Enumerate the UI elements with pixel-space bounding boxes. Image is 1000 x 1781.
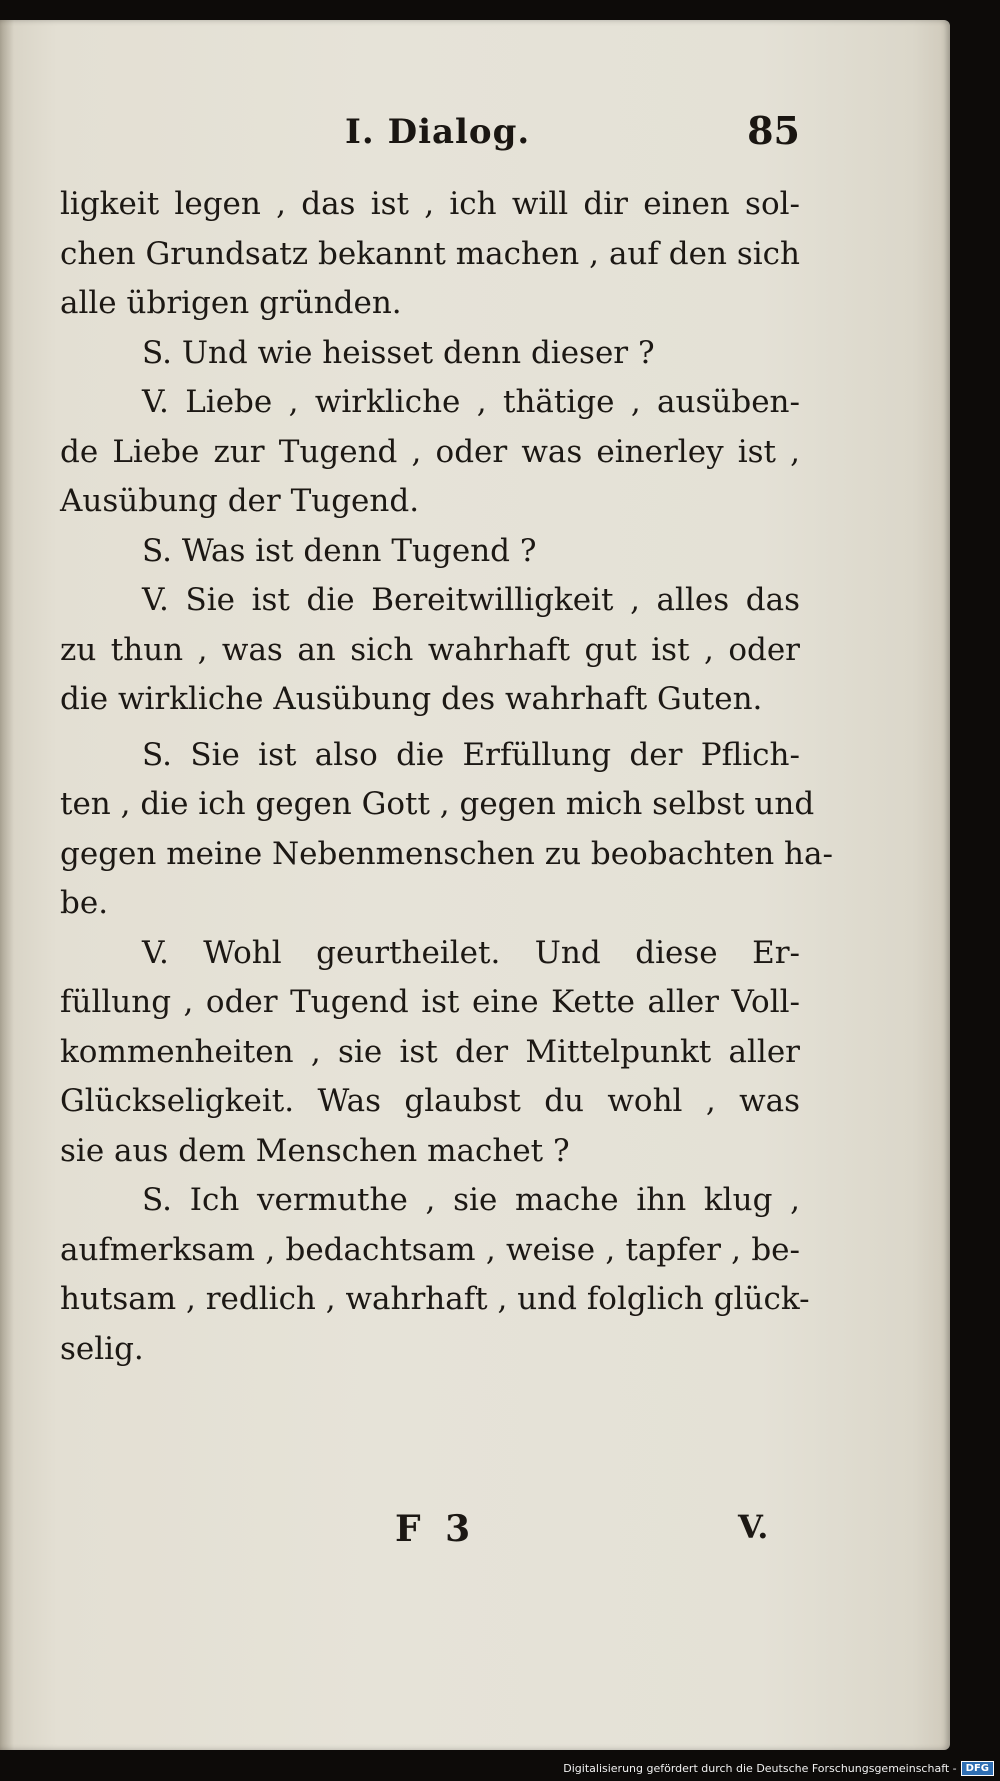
dialogue-line: V. Wohl geurtheilet. Und diese Er- xyxy=(142,934,800,971)
running-head xyxy=(60,108,800,162)
text-line: selig. xyxy=(60,1330,144,1367)
text-line: chen Grundsatz bekannt machen , auf den sich xyxy=(60,235,800,272)
dialogue-line: S. Sie ist also die Erfüllung der Pflich- xyxy=(142,736,800,773)
text-line: ligkeit legen , das ist , ich will dir einen sol- xyxy=(60,186,800,222)
credit-text: Digitalisierung gefördert durch die Deutsche Forschungsgemeinschaft - xyxy=(563,1761,957,1775)
dialogue-line: S. Und wie heisset denn dieser ? xyxy=(142,334,655,371)
text-line: Ausübung der Tugend. xyxy=(60,483,420,519)
text-line: sie aus dem Menschen machet ? xyxy=(60,1132,570,1169)
gutter-shadow xyxy=(0,20,14,1750)
text-line: füllung , oder Tugend ist eine Kette aller Voll- xyxy=(60,984,800,1020)
digitization-credit xyxy=(563,1759,994,1777)
dialogue-line: S. Was ist denn Tugend ? xyxy=(142,532,537,569)
text-line: kommenheiten , sie ist der Mittelpunkt aller xyxy=(60,1033,800,1070)
text-line: gegen meine Nebenmenschen zu beobachten ha- xyxy=(60,835,833,872)
page-number: 85 xyxy=(747,108,800,153)
text-line: aufmerksam , bedachtsam , weise , tapfer , be- xyxy=(60,1231,800,1268)
running-head-title: I. Dialog. xyxy=(345,112,531,152)
dialogue-line: V. Sie ist die Bereitwilligkeit , alles das xyxy=(142,582,800,618)
text-line: hutsam , redlich , wahrhaft , und folglich glück- xyxy=(60,1281,810,1317)
text-line: ten , die ich gegen Gott , gegen mich selbst und xyxy=(60,786,815,822)
text-line: Glückseligkeit. Was glaubst du wohl , was xyxy=(60,1083,800,1119)
text-line: alle übrigen gründen. xyxy=(60,285,402,321)
text-line: de Liebe zur Tugend , oder was einerley ist , xyxy=(60,433,800,470)
body-text xyxy=(60,180,833,1374)
text-line: zu thun , was an sich wahrhaft gut ist , oder xyxy=(60,631,800,668)
catchword: V. xyxy=(738,1508,769,1546)
dfg-logo: DFG xyxy=(961,1761,994,1776)
signature-mark: F 3 xyxy=(395,1508,477,1550)
dialogue-line: V. Liebe , wirkliche , thätige , ausüben- xyxy=(142,384,800,420)
text-line: die wirkliche Ausübung des wahrhaft Guten. xyxy=(60,681,763,717)
dialogue-line: S. Ich vermuthe , sie mache ihn klug , xyxy=(142,1182,800,1218)
text-line: be. xyxy=(60,885,109,921)
